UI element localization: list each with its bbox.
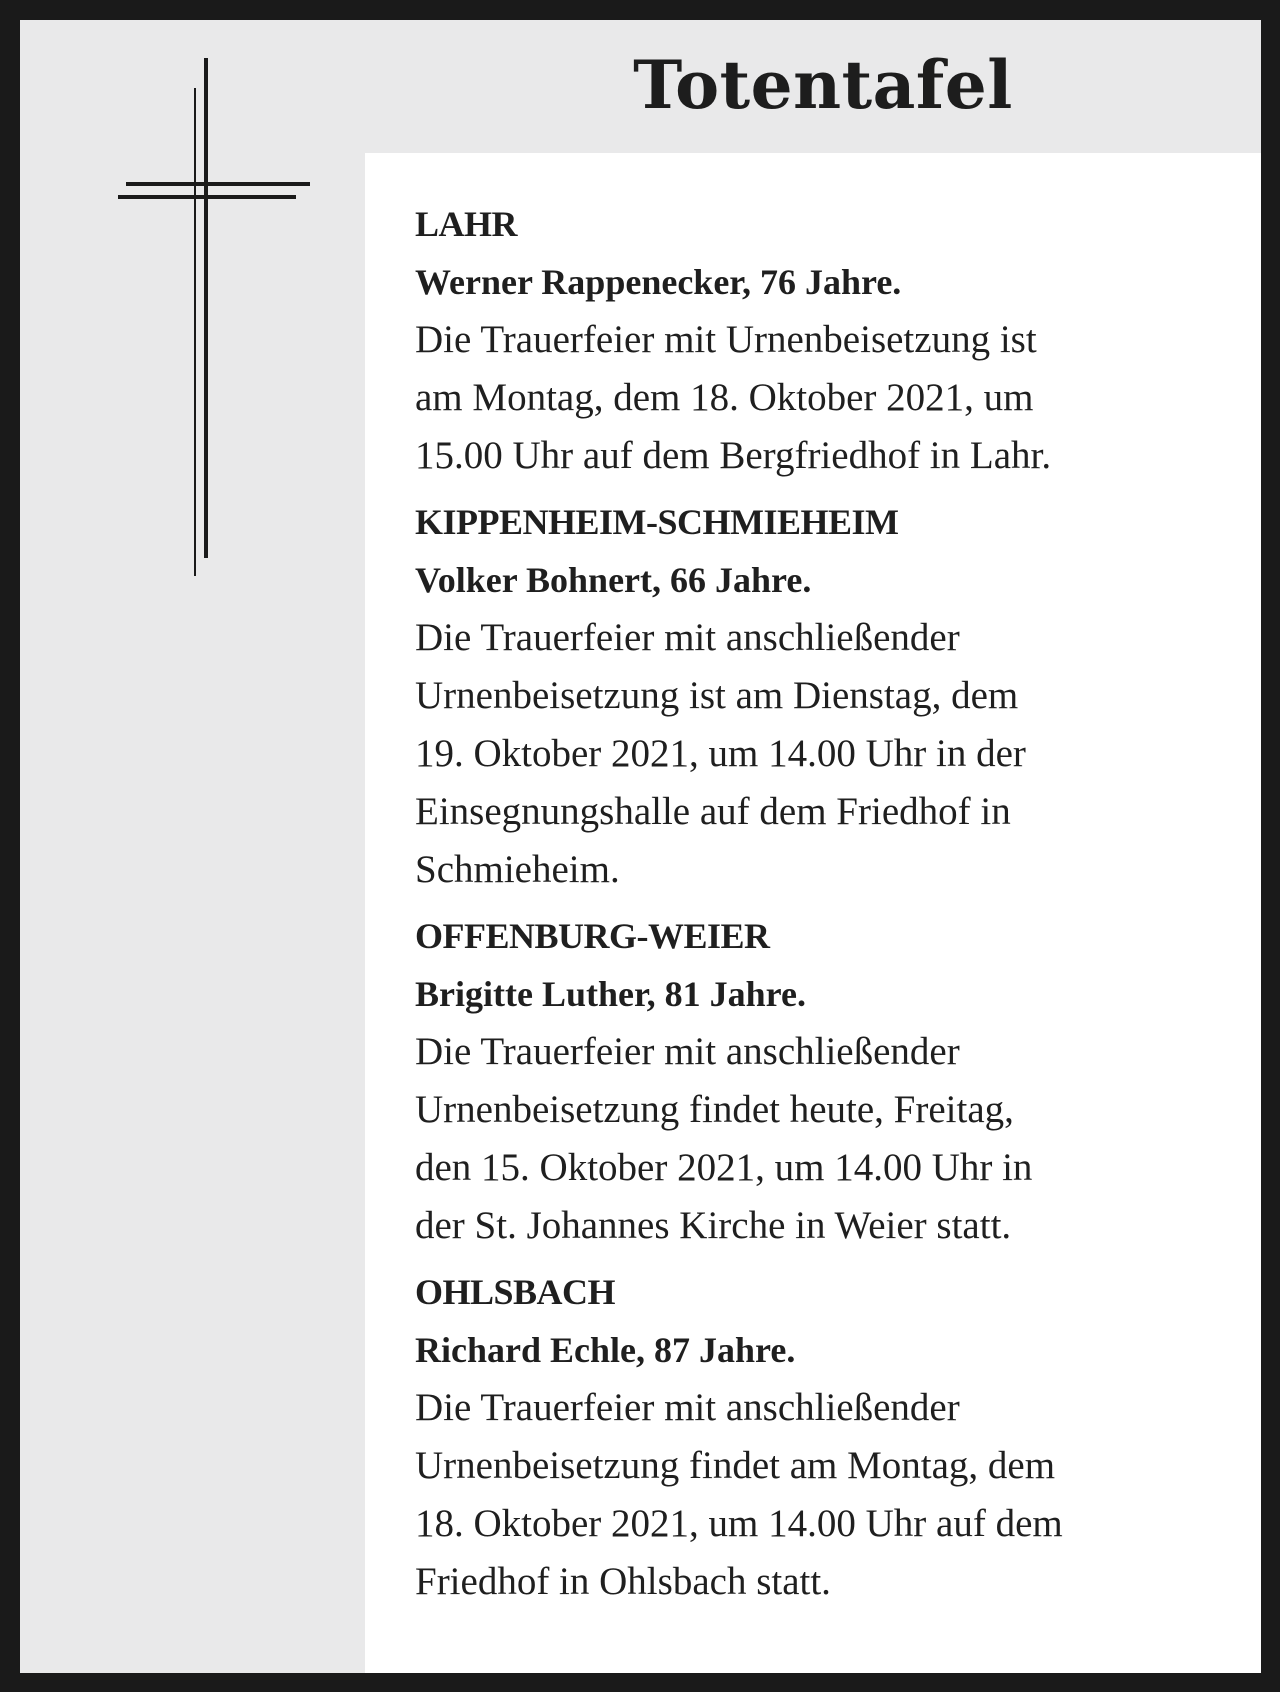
entry-place: OFFENBURG-WEIER [415,916,770,956]
page-title: Totentafel [633,46,1013,124]
obituary-entry [415,1263,1231,1611]
entry-line: 15.00 Uhr auf dem Bergfriedhof in Lahr. [415,434,1052,477]
entry-line: Friedhof in Ohlsbach statt. [415,1560,831,1603]
entry-line: der St. Johannes Kirche in Weier statt. [415,1204,1012,1247]
entry-line: Die Trauerfeier mit anschließender [415,1030,960,1073]
entry-line: Urnenbeisetzung findet am Montag, dem [415,1444,1056,1487]
entry-line: 18. Oktober 2021, um 14.00 Uhr auf dem [415,1502,1063,1545]
entry-name: Werner Rappenecker, 76 Jahre. [415,262,902,302]
entry-line: den 15. Oktober 2021, um 14.00 Uhr in [415,1146,1033,1189]
entry-name: Brigitte Luther, 81 Jahre. [415,974,806,1014]
obituary-entry [415,907,1231,1255]
entry-line: Schmieheim. [415,848,620,891]
entry-place: LAHR [415,204,518,244]
entry-line: Die Trauerfeier mit anschließender [415,1386,960,1429]
obituary-entry [415,195,1231,485]
obituary-list [365,153,1261,1673]
entry-line: Urnenbeisetzung ist am Dienstag, dem [415,674,1019,717]
entry-place: KIPPENHEIM-SCHMIEHEIM [415,502,899,542]
entry-name: Richard Echle, 87 Jahre. [415,1330,796,1370]
entry-line: am Montag, dem 18. Oktober 2021, um [415,376,1034,419]
entry-line: Einsegnungshalle auf dem Friedhof in [415,790,1011,833]
entry-line: Die Trauerfeier mit anschließender [415,616,960,659]
entry-line: Urnenbeisetzung findet heute, Freitag, [415,1088,1014,1131]
entry-name: Volker Bohnert, 66 Jahre. [415,560,812,600]
notice-panel [20,20,1261,1673]
obituary-entry [415,493,1231,899]
entry-line: 19. Oktober 2021, um 14.00 Uhr in der [415,732,1026,775]
entry-line: Die Trauerfeier mit Urnenbeisetzung ist [415,318,1037,361]
entry-place: OHLSBACH [415,1272,616,1312]
cross-icon [98,58,318,618]
